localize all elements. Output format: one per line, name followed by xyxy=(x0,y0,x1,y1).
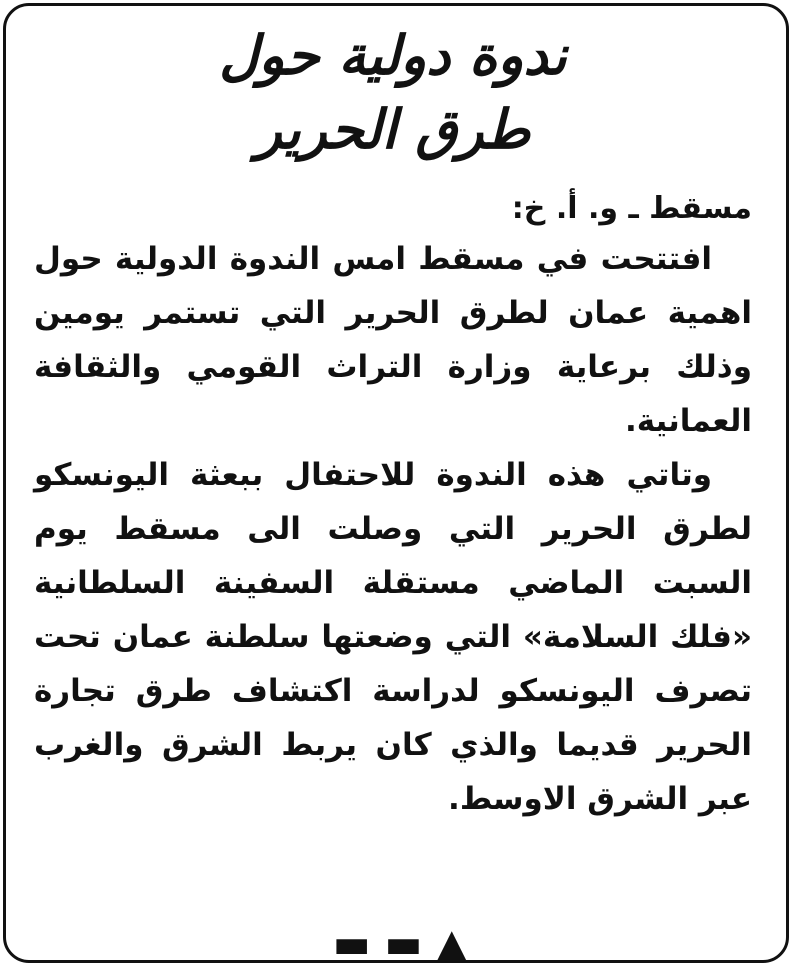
cutoff-next-article-fragment: ▲ ▬ ▬ xyxy=(332,924,468,964)
article-dateline: مسقط ـ و. أ. خ: xyxy=(511,191,752,226)
headline-line-2: طرق الحرير xyxy=(255,97,531,161)
article-headline xyxy=(34,18,752,166)
headline-line-1: ندوة دولية حول xyxy=(219,23,567,87)
article-paragraph-2: وتاتي هذه الندوة للاحتفال ببعثة اليونسكو لطرق الحرير التي وصلت الى مسقط يوم السبت الماضي مستقلة السفينة السلطانية «فلك السلامة» التي وضعتها سلطنة عمان تحت تصرف اليونسكو لدراسة اكتشاف طرق تجارة الحرير قديما والذي كان يربط الشرق والغرب عبر الشرق الاوسط. xyxy=(34,457,752,817)
article-paragraph-1: افتتحت في مسقط امس الندوة الدولية حول اهمية عمان لطرق الحرير التي تستمر يومين وذلك برعاية وزارة التراث القومي والثقافة العمانية. xyxy=(34,241,752,439)
